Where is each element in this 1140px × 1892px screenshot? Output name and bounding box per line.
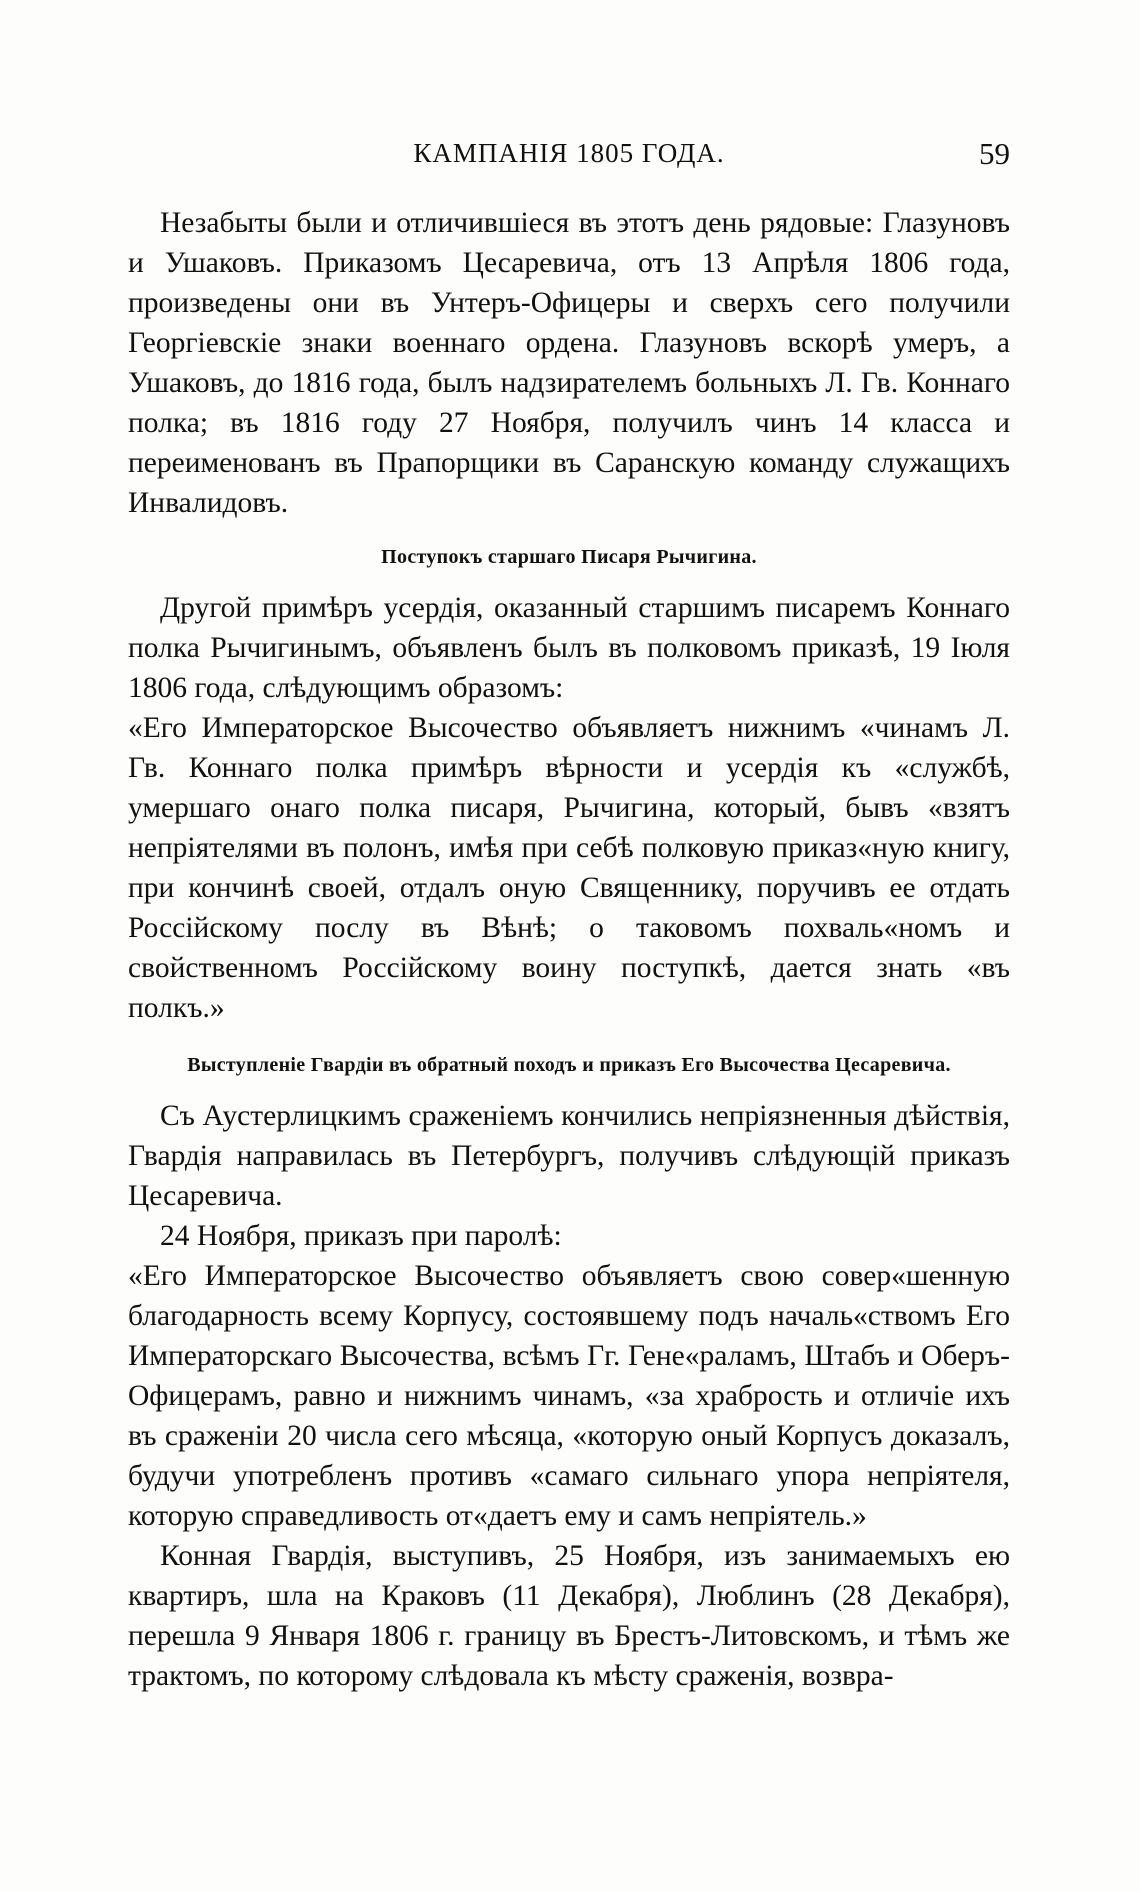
section-1 [128, 203, 1010, 523]
paragraph-rychigin-intro: Другой примѣръ усердія, оказанный старшимъ писаремъ Коннаго полка Рычигинымъ, объявленъ былъ въ полковомъ приказѣ, 19 Іюля 1806 года, слѣдующимъ образомъ: [128, 592, 1010, 704]
section-heading-return-march: Выступленіе Гвардіи въ обратный походъ и приказъ Его Высочества Цесаревича. [187, 1054, 951, 1076]
running-title: КАМПАНІЯ 1805 ГОДА. [413, 138, 725, 168]
paragraph-glazunov-ushakov: Незабыты были и отличившіеся въ этотъ день рядовые: Глазуновъ и Ушаковъ. Приказомъ Цесаревича, отъ 13 Апрѣля 1806 года, произведены они въ Унтеръ-Офицеры и сверхъ сего получили Георгіевскіе знаки военнаго ордена. Глазуновъ вскорѣ умеръ, а Ушаковъ, до 1816 года, былъ надзирателемъ больныхъ Л. Гв. Коннаго полка; въ 1816 году 27 Ноября, получилъ чинъ 14 класса и переименованъ въ Прапорщики въ Саранскую команду служащихъ Инвалидовъ. [128, 207, 1010, 519]
paragraph-horse-guard-march: Конная Гвардія, выступивъ, 25 Ноября, изъ занимаемыхъ ею квартиръ, шла на Краковъ (11 Декабря), Люблинъ (28 Декабря), перешла 9 Января 1806 г. границу въ Брестъ-Литовскомъ, и тѣмъ же трактомъ, по которому слѣдовала къ мѣсту сраженія, возвра- [128, 1540, 1010, 1692]
running-header [128, 138, 1010, 178]
page-number: 59 [979, 136, 1010, 171]
section-2 [128, 588, 1010, 1028]
quoted-order-rychigin: «Его Императорское Высочество объявляетъ нижнимъ «чинамъ Л. Гв. Коннаго полка примѣръ вѣрности и усердія къ «службѣ, умершаго онаго полка писаря, Рычигина, который, бывъ «взятъ непріятелями въ полонъ, имѣя при себѣ полковую приказ«ную книгу, при кончинѣ своей, отдалъ оную Священнику, поручивъ ее отдать Россійскому послу въ Вѣнѣ; о таковомъ похваль«номъ и свойственномъ Россійскому воину поступкѣ, дается знать «въ полкъ.» [128, 712, 1010, 1024]
section-heading-rychigin: Поступокъ старшаго Писаря Рычигина. [381, 546, 757, 568]
quoted-order-gratitude: «Его Императорское Высочество объявляетъ свою совер«шенную благодарность всему Корпусу, состоявшему подъ началь«ствомъ Его Императорскаго Высочества, всѣмъ Гг. Гене«раламъ, Штабъ и Оберъ-Офицерамъ, равно и нижнимъ чинамъ, «за храбрость и отличіе ихъ въ сраженіи 20 числа сего мѣсяца, «которую оный Корпусъ доказалъ, будучи употребленъ противъ «самаго сильнаго упора непріятеля, которую справедливость от«даетъ ему и самъ непріятель.» [128, 1260, 1010, 1532]
paragraph-order-date: 24 Ноября, приказъ при паролѣ: [160, 1220, 562, 1252]
section-3 [128, 1096, 1010, 1696]
paragraph-austerlitz: Съ Аустерлицкимъ сраженіемъ кончились непріязненныя дѣйствія, Гвардія направилась въ Петербургъ, получивъ слѣдующій приказъ Цесаревича. [128, 1100, 1010, 1212]
